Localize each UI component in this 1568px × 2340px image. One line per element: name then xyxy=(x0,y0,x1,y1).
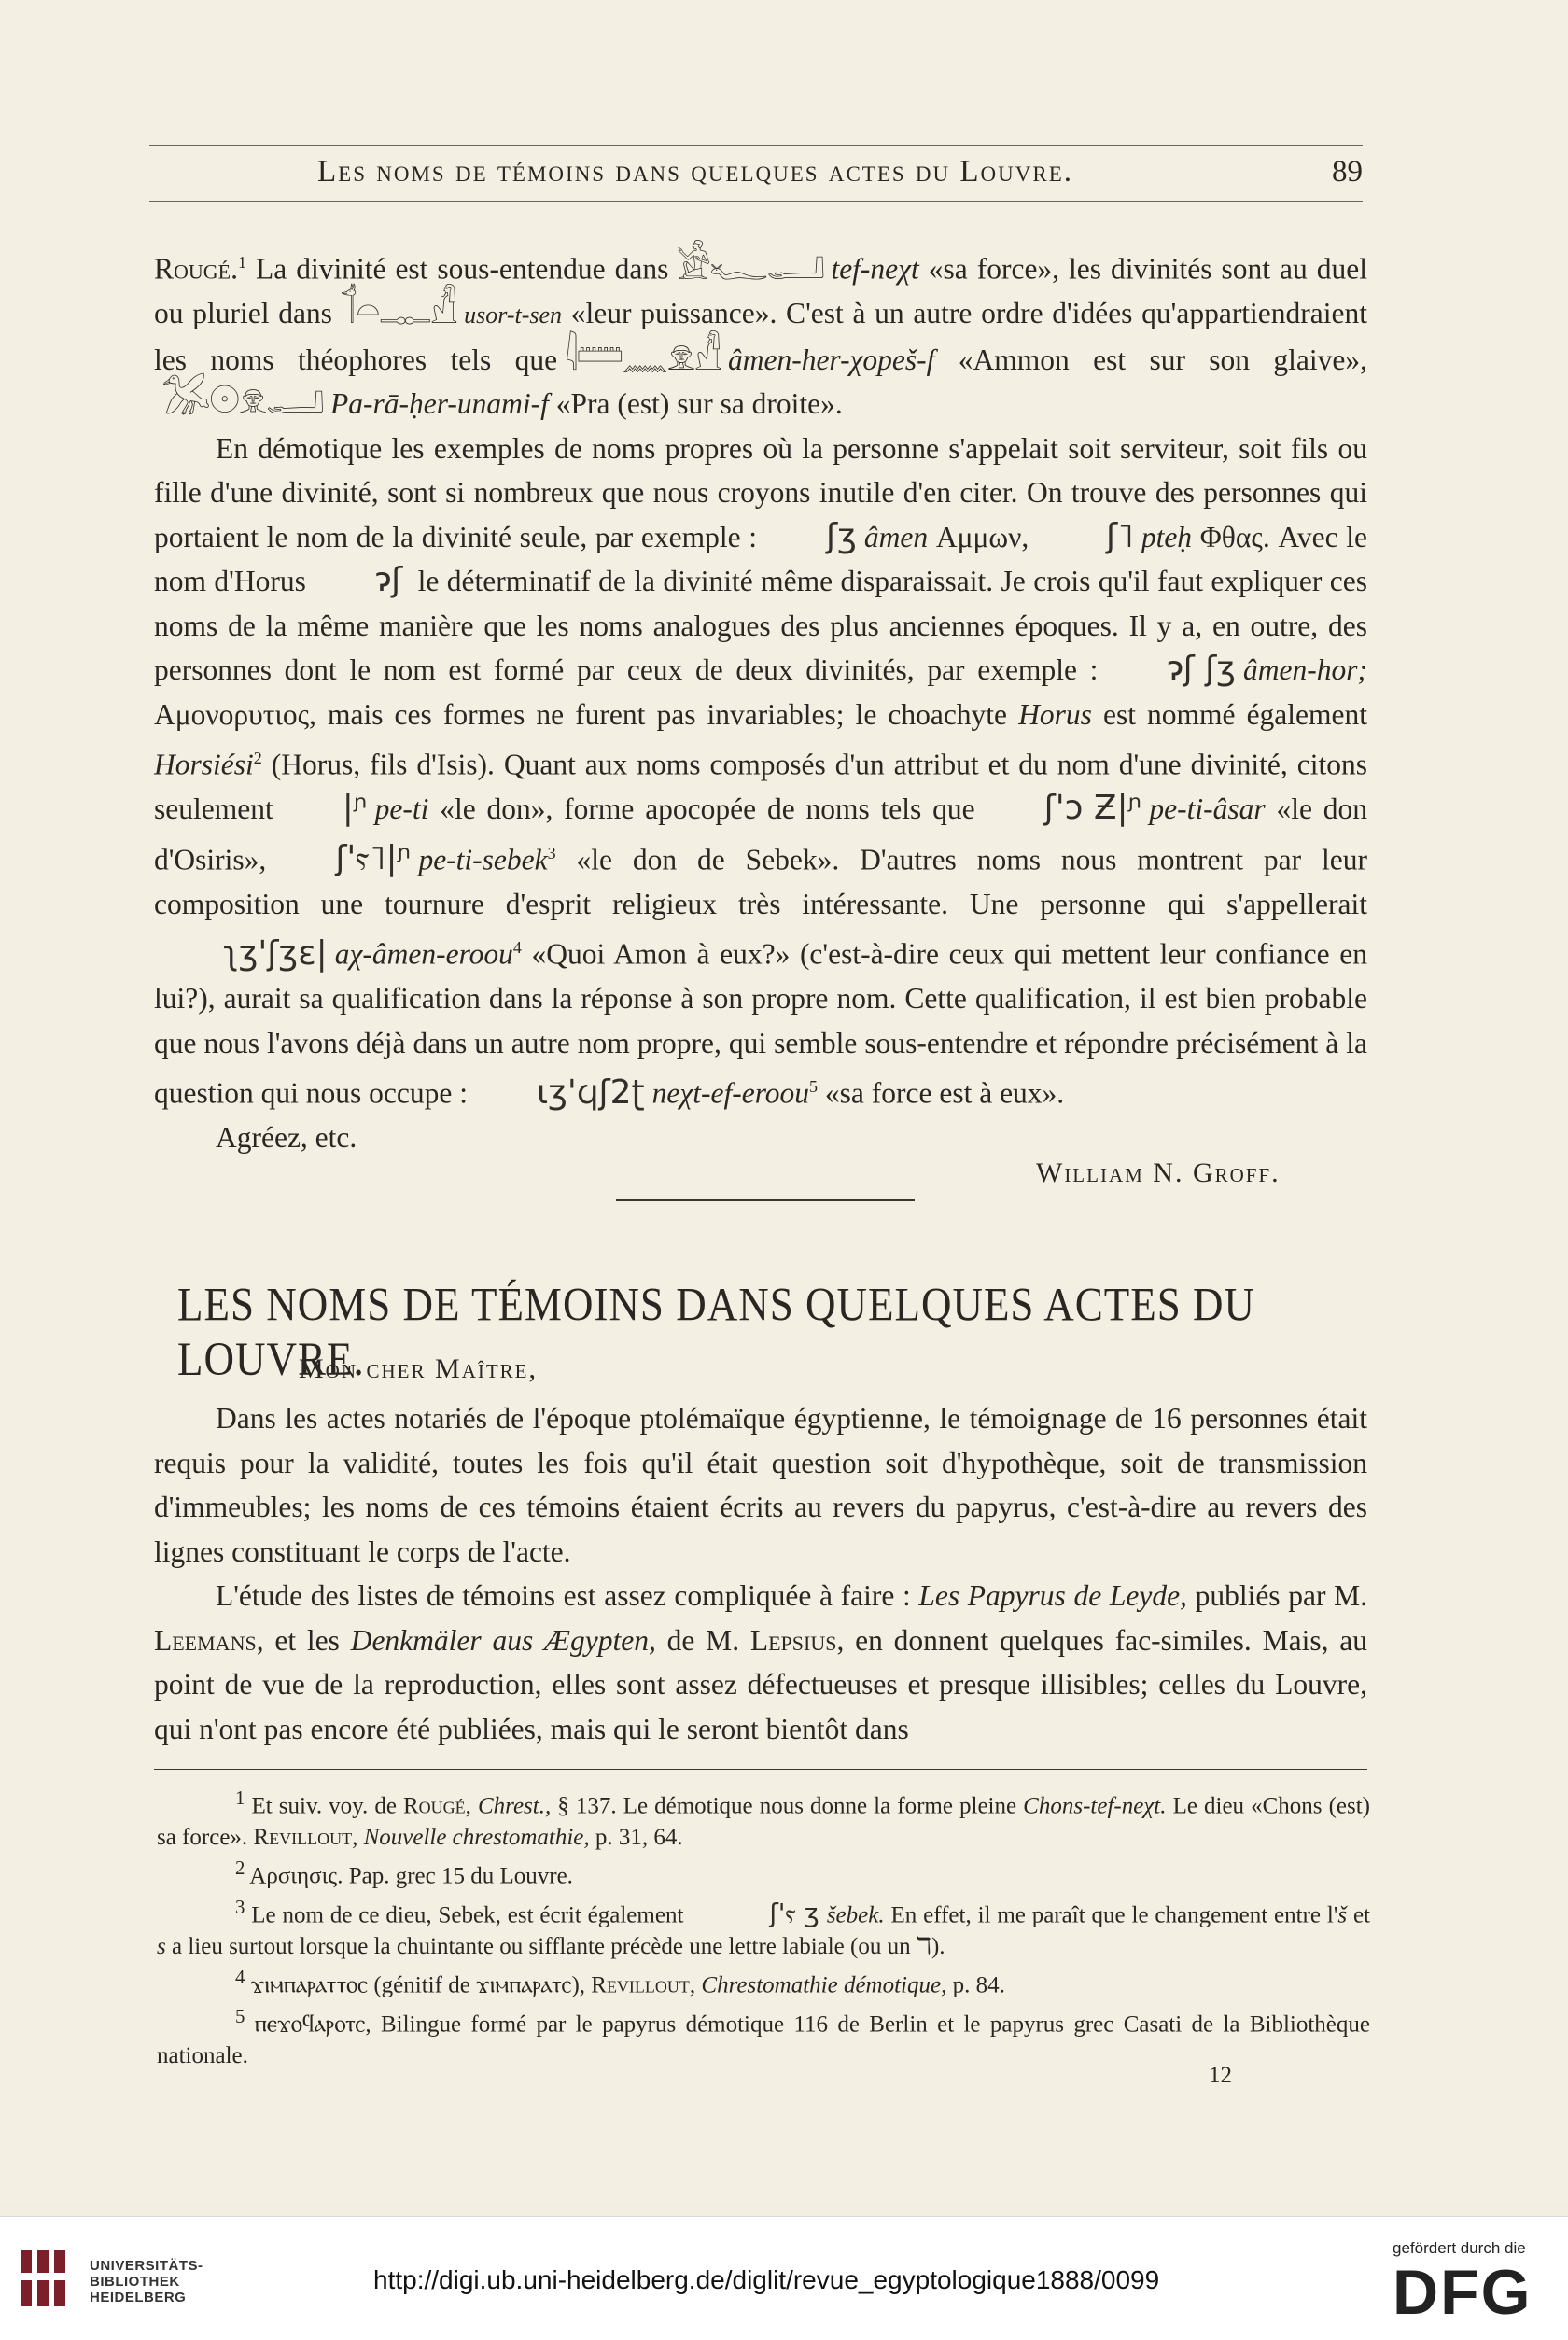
letter-signature: William N. Groff. xyxy=(1036,1157,1281,1188)
signature-number: 12 xyxy=(1209,2063,1232,2088)
university-library-logo-icon xyxy=(17,2245,71,2312)
footnote-1: $^1$ Et suiv. voy. de Rougé, Chrest., § 137. Le démotique nous donne la forme pleine Chons-tef-neχt. Le dieu «Chons (est) sa force». Revillout, Nouvelle chrestomathie, p. 31, 64. xyxy=(157,1787,1371,1850)
article-paragraph-1: Dans les actes notariés de l'époque ptolémaïque égyptienne, le témoignage de 16 personnes était requis pour la validité, toutes les fois qu'il était question soit d'hypothèque, soit de transmission d'immeubles; les noms de ces témoins étaient écrits au revers du papyrus, c'est-à-dire au revers des lignes constituant le corps de l'acte. xyxy=(154,1402,1367,1568)
svg-text:DFG: DFG xyxy=(1393,2258,1533,2323)
footnote-5: $^5$ ⲡⲉϫⲟϥⲁⲣⲟⲧⲥ, Bilingue formé par le papyrus démotique 116 de Berlin et le papyrus grec Casati de la Bibliothèque nationale. xyxy=(157,2005,1370,2069)
article-title: LES NOMS DE TÉMOINS DANS QUELQUES ACTES DU LOUVRE. xyxy=(177,1278,1255,1386)
running-head xyxy=(149,145,1363,202)
running-title: Les noms de témoins dans quelques actes du Louvre. xyxy=(317,155,1074,189)
library-name: UNIVERSITÄTS- BIBLIOTHEK HEIDELBERG xyxy=(90,2258,203,2305)
demotic-ax-amen-eroou-icon: ʅʒ'ʃʒɛ| xyxy=(223,933,328,973)
permalink[interactable]: http://digi.ub.uni-heidelberg.de/diglit/revue_egyptologique1888/0099 xyxy=(373,2265,1160,2294)
footnote-2: $^2$ Αρσιησις. Pap. grec 15 du Louvre. xyxy=(235,1857,573,1889)
hieroglyph-pa-ra-her-unami-f-icon: 𓅮𓇳𓁷𓂝 xyxy=(161,377,324,423)
demotic-pe-ti-asar-icon: ʃ'ɔ Ƶ|ᶮ xyxy=(1043,789,1142,827)
demotic-next-ef-eroou-icon: ɩʒ'ϥʃ2ʈ xyxy=(536,1072,645,1112)
paragraph-2: En démotique les exemples de noms propres où la personne s'appelait soit serviteur, soit fils ou fille d'une divinité, sont si nombreux que nous croyons inutile d'en citer. On trouve des personnes qui portaient le nom de la divinité seule, par exemple : ʃʒ âmen Αμμων, ʃ˥ pteḥ Φθας. Avec le nom d'Horus ɂʃ le déterminatif de la divinité même disparaissait. Je crois qu'il faut expliquer ces noms de la même manière que les noms analogues des plus anciennes époques. Il y a, en outre, des personnes dont le nom est formé par ceux de deux divinités, par exemple : ɂʃ ʃʒ âmen-hor; Αμονορυτιος, mais ces formes ne furent pas invariables; le choachyte Horus est nommé également Horsiési$^2$ (Horus, fils d'Isis). Quant aux noms composés d'un attribut et du nom d'une divinité, citons seulement |ᶮ pe-ti «le don», forme apocopée de noms tels que ʃ'ɔ Ƶ|ᶮ pe-ti-âsar «le don d'Osiris», ʃ'ⲋ˥|ᶮ pe-ti-sebek$^3$ «le don de Sebek». D'autres noms nous montrent par leur composition une tournure d'esprit religieux très intéressante. Une personne qui s'appelleraitʅʒ'ʃʒɛ| aχ-âmen-eroou$^4$ «Quoi Amon à eux?» (c'est-à-dire ceux qui mettent leur confiance en lui?), aurait sa qualification dans la réponse à son propre nom. Cette qualification, il est bien probable que nous l'avons déjà dans un autre nom propre, qui semble sous-entendre et répondre précisément à la question qui nous occupe : ɩʒ'ϥʃ2ʈ neχt-ef-eroou$^5$ «sa force est à eux». xyxy=(154,431,1368,1112)
closing-formula: Agréez, etc. xyxy=(216,1121,357,1154)
letter-continuation xyxy=(154,241,1367,1160)
article-body xyxy=(154,1396,1367,1751)
hieroglyph-tef-next-icon: 𓀀𓆑𓂝 xyxy=(676,242,824,288)
viewer-footer xyxy=(0,2216,1568,2340)
footnotes xyxy=(157,1783,1370,2072)
demotic-horus-icon: ɂʃ xyxy=(374,561,403,599)
demotic-amen-hor-icon: ɂʃ ʃʒ xyxy=(1167,650,1237,688)
dfg-logo-icon xyxy=(1393,2258,1551,2323)
demotic-amen-icon: ʃʒ xyxy=(826,516,857,555)
funder-caption: gefördert durch die xyxy=(1393,2239,1526,2257)
footnote-rule xyxy=(154,1769,1367,1770)
demotic-pteh-icon: ʃ˥ xyxy=(1105,516,1134,555)
paragraph-1: Rougé.$^1$ La divinité est sous-entendue dans 𓀀𓆑𓂝 tef-neχt «sa force», les divinités sont au duel ou pluriel dans 𓄊𓏏𓊃𓀭 usor-t-sen «leur puissance». C'est à un autre ordre d'idées qu'appartiendraient les noms théophores tels que 𓇋𓏠𓈖𓁷𓀭 âmen-her-χopeš-f «Ammon est sur son glaive»,𓅮𓇳𓁷𓂝 Pa-rā-ḥer-unami-f «Pra (est) sur sa droite». xyxy=(154,242,1367,423)
article-paragraph-2: L'étude des listes de témoins est assez compliquée à faire : Les Papyrus de Leyde, publiés par M. Leemans, et les Denkmäler aus Ægypten, de M. Lepsius, en donnent quelques fac-similes. Mais, au point de vue de la reproduction, elles sont assez défectueuses et presque illisibles; celles du Louvre, qui n'ont pas encore été publiées, mais qui le seront bientôt dans xyxy=(154,1579,1367,1745)
salutation: Mon cher Maître, xyxy=(299,1353,539,1384)
page-number: 89 xyxy=(1332,155,1363,189)
section-divider xyxy=(616,1199,915,1201)
hieroglyph-usor-t-sen-icon: 𓄊𓏏𓊃𓀭 xyxy=(339,287,457,332)
demotic-pe-ti-icon: |ᶮ xyxy=(342,789,368,827)
footnote-3: $^3$ Le nom de ce dieu, Sebek, est écrit également ʃ'ⲋ ʒ šebek. En effet, il me paraît que le changement entre l'š et s a lieu surtout lorsque la chuintante ou sifflante précède une lettre labiale (ou un ℸ). xyxy=(157,1896,1370,1959)
footnote-4: $^4$ ϫⲓⲙⲡⲁⲣⲁⲧⲧⲟⲥ (génitif de ϫⲓⲙⲡⲁⲣⲁⲧⲥ), Revillout, Chrestomathie démotique, p. 84. xyxy=(235,1966,1005,1998)
hieroglyph-amen-her-xopes-f-icon: 𓇋𓏠𓈖𓁷𓀭 xyxy=(565,332,721,379)
demotic-pe-ti-sebek-icon: ʃ'ⲋ˥|ᶮ xyxy=(335,839,412,877)
demotic-sebek-icon: ʃ'ⲋ ʒ xyxy=(769,1898,819,1929)
